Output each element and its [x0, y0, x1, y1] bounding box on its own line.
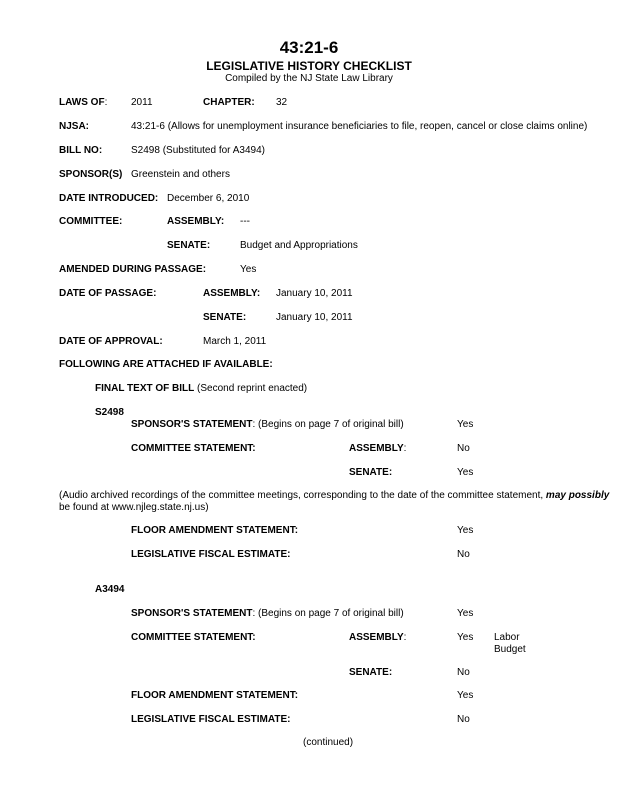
a3494-assembly-label-text: ASSEMBLY — [349, 632, 404, 643]
a3494-committee-budget: Budget — [494, 644, 526, 655]
a3494-sponsor-statement-label: SPONSOR'S STATEMENT — [131, 608, 253, 619]
s2498-committee-statement-label: COMMITTEE STATEMENT: — [131, 443, 256, 454]
final-text-line — [95, 383, 307, 395]
passage-assembly-value: January 10, 2011 — [276, 288, 353, 299]
approval-value: March 1, 2011 — [203, 336, 267, 347]
s2498-fiscal-estimate-value: No — [457, 549, 470, 560]
chapter-value: 32 — [276, 97, 288, 108]
date-introduced-value: December 6, 2010 — [167, 193, 250, 204]
attached-heading: FOLLOWING ARE ATTACHED IF AVAILABLE: — [59, 359, 273, 370]
approval-label: DATE OF APPROVAL: — [59, 336, 163, 347]
a3494-sponsor-statement — [131, 608, 404, 620]
a3494-sponsor-statement-value: Yes — [457, 608, 474, 619]
njsa-value: 43:21-6 (Allows for unemployment insurance beneficiaries to file, reopen, cancel or close claims online) — [131, 121, 588, 132]
amended-label: AMENDED DURING PASSAGE: — [59, 264, 207, 275]
document-title: LEGISLATIVE HISTORY CHECKLIST — [206, 59, 412, 73]
bill-a3494-heading: A3494 — [95, 584, 125, 595]
s2498-sponsor-statement-label: SPONSOR'S STATEMENT — [131, 419, 253, 430]
s2498-assembly-label-text: ASSEMBLY — [349, 443, 404, 454]
a3494-committee-labor: Labor — [494, 632, 520, 643]
a3494-assembly-colon: : — [403, 632, 407, 643]
sponsors-label: SPONSOR(S) — [59, 169, 123, 180]
chapter-label: CHAPTER: — [203, 97, 255, 108]
amended-value: Yes — [240, 264, 257, 275]
s2498-floor-amendment-value: Yes — [457, 525, 474, 536]
bill-no-value: S2498 (Substituted for A3494) — [131, 145, 265, 156]
audio-note-line-2: be found at www.njleg.state.nj.us) — [59, 502, 209, 513]
s2498-fiscal-estimate-label: LEGISLATIVE FISCAL ESTIMATE: — [131, 549, 291, 560]
committee-senate-label: SENATE: — [167, 240, 211, 251]
njsa-label: NJSA: — [59, 121, 90, 132]
a3494-floor-amendment-value: Yes — [457, 690, 474, 701]
a3494-senate-value: No — [457, 667, 470, 678]
committee-senate-value: Budget and Appropriations — [240, 240, 358, 251]
statute-number: 43:21-6 — [279, 38, 339, 57]
s2498-senate-value: Yes — [457, 467, 474, 478]
a3494-fiscal-estimate-value: No — [457, 714, 470, 725]
laws-of-label-text: LAWS OF — [59, 97, 105, 108]
a3494-assembly-label — [349, 632, 406, 644]
passage-assembly-label: ASSEMBLY: — [203, 288, 261, 299]
s2498-sponsor-statement-note: : (Begins on page 7 of original bill) — [252, 419, 404, 430]
committee-label: COMMITTEE: — [59, 216, 123, 227]
final-text-note: (Second reprint enacted) — [194, 383, 308, 394]
passage-label: DATE OF PASSAGE: — [59, 288, 157, 299]
s2498-floor-amendment-label: FLOOR AMENDMENT STATEMENT: — [131, 525, 299, 536]
bill-s2498-heading: S2498 — [95, 407, 124, 418]
s2498-senate-label: SENATE: — [349, 467, 393, 478]
audio-note-emphasis: may possibly — [545, 490, 610, 501]
sponsors-value: Greenstein and others — [131, 169, 230, 180]
a3494-floor-amendment-label: FLOOR AMENDMENT STATEMENT: — [131, 690, 299, 701]
a3494-fiscal-estimate-label: LEGISLATIVE FISCAL ESTIMATE: — [131, 714, 291, 725]
date-introduced-label: DATE INTRODUCED: — [59, 193, 159, 204]
bill-no-label: BILL NO: — [59, 145, 103, 156]
a3494-assembly-value: Yes — [457, 632, 474, 643]
laws-of-value: 2011 — [131, 97, 153, 108]
compiled-by: Compiled by the NJ State Law Library — [225, 73, 393, 84]
committee-assembly-value: --- — [240, 216, 250, 227]
s2498-assembly-label — [349, 443, 406, 455]
continued-note: (continued) — [303, 737, 354, 748]
s2498-sponsor-statement — [131, 419, 404, 431]
laws-of-colon: : — [104, 97, 108, 108]
passage-senate-value: January 10, 2011 — [276, 312, 353, 323]
a3494-sponsor-statement-note: : (Begins on page 7 of original bill) — [252, 608, 404, 619]
s2498-assembly-value: No — [457, 443, 470, 454]
s2498-sponsor-statement-value: Yes — [457, 419, 474, 430]
audio-note-line-1 — [59, 490, 609, 502]
laws-of-label — [59, 97, 107, 109]
a3494-committee-statement-label: COMMITTEE STATEMENT: — [131, 632, 256, 643]
final-text-label: FINAL TEXT OF BILL — [95, 383, 195, 394]
a3494-senate-label: SENATE: — [349, 667, 393, 678]
audio-note-text: (Audio archived recordings of the committee meetings, corresponding to the date of the committee statement, — [59, 490, 546, 501]
s2498-assembly-colon: : — [403, 443, 407, 454]
committee-assembly-label: ASSEMBLY: — [167, 216, 225, 227]
passage-senate-label: SENATE: — [203, 312, 247, 323]
